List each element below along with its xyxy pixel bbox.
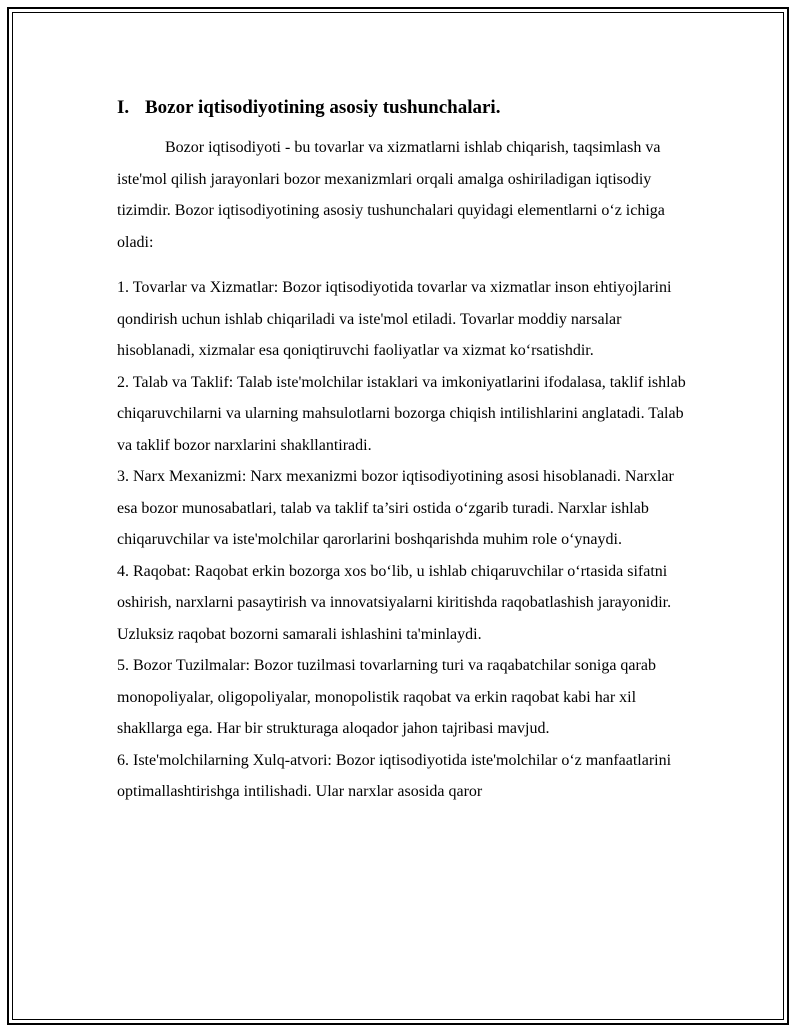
list-item-raqobat: 4. Raqobat: Raqobat erkin bozorga xos bo‘lib, u ishlab chiqaruvchilar o‘rtasida sifatni oshirish, narxlarni pasaytirish va innovatsiyalarni kiritishda raqobatlashish jarayonidir. Uzluksiz raqobat bozorni samarali ishlashini ta'minlaydi.: [117, 562, 672, 643]
list-item-istemolchilar: 6. Iste'molchilarning Xulq-atvori: Bozor iqtisodiyotida iste'molchilar o‘z manfaatlarini optimallashtirishga intilishadi. Ular narxlar asosida qaror: [117, 751, 672, 800]
section-heading: [117, 92, 689, 124]
list-item-talab-taklif: 2. Talab va Taklif: Talab iste'molchilar istaklari va imkoniyatlarini ifodalasa, taklif ishlab chiqaruvchilarni va ularning mahsulotlarni bozorga chiqish intilishlarini anglatadi. Talab va taklif bozor narxlarini shakllantiradi.: [117, 373, 686, 454]
section-number: I.: [117, 97, 130, 118]
list-item-bozor-tuzilmalar: 5. Bozor Tuzilmalar: Bozor tuzilmasi tovarlarning turi va raqabatchilar soniga qarab monopoliyalar, oligopoliyalar, monopolistik raqobat va erkin raqobat kabi har xil shakllarga ega. Har bir strukturaga aloqador jahon tajribasi mavjud.: [117, 657, 656, 737]
list-item-narx-mexanizmi: 3. Narx Mexanizmi: Narx mexanizmi bozor iqtisodiyotining asosi hisoblanadi. Narxlar esa bozor munosabatlari, talab va taklif ta’siri ostida o‘zgarib turadi. Narxlar ishlab chiqaruvchilar va iste'molchilar qarorlarini boshqarishda muhim role o‘ynaydi.: [117, 468, 674, 548]
document-body: [117, 92, 689, 808]
list-item-tovarlar: 1. Tovarlar va Xizmatlar: Bozor iqtisodiyotida tovarlar va xizmatlar inson ehtiyojlarini qondirish uchun ishlab chiqariladi va iste'mol etiladi. Tovarlar moddiy narsalar hisoblanadi, xizmalar esa qoniqtiruvchi faoliyatlar va xizmat ko‘rsatishdir.: [117, 279, 672, 359]
section-title: Bozor iqtisodiyotining asosiy tushunchalari.: [145, 97, 501, 118]
intro-paragraph: Bozor iqtisodiyoti - bu tovarlar va xizmatlarni ishlab chiqarish, taqsimlash va iste'mol qilish jarayonlari bozor mexanizmlari orqali amalga oshiriladigan iqtisodiy tizimdir. Bozor iqtisodiyotining asosiy tushunchalari quyidagi elementlarni o‘z ichiga oladi:: [117, 139, 665, 251]
